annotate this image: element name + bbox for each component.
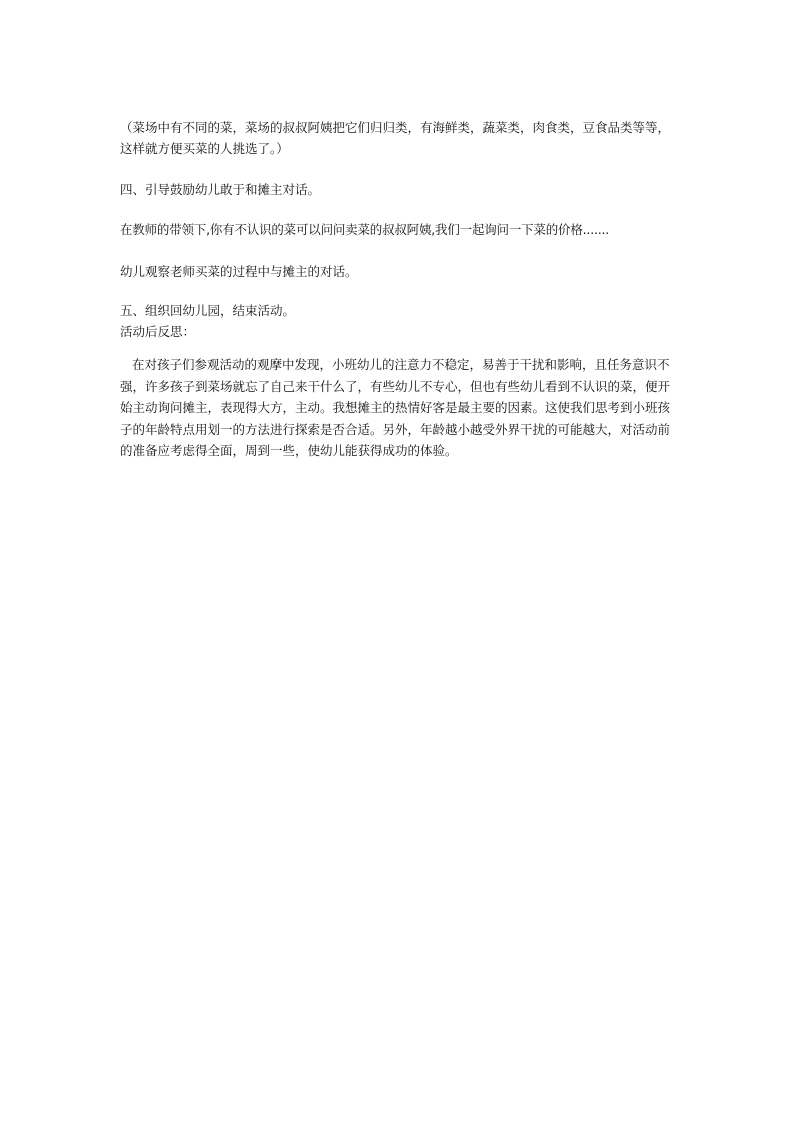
intro-paragraph: （菜场中有不同的菜，菜场的叔叔阿姨把它们归归类，有海鲜类，蔬菜类，肉食类，豆食品类等等，这样就方便买菜的人挑选了。）: [120, 120, 671, 156]
section-5-heading: 五、组织回幼儿园，结束活动。: [120, 303, 296, 318]
reflection-title: 活动后反思：: [120, 324, 196, 339]
document-body: [120, 117, 680, 462]
reflection-paragraph: 在对孩子们参观活动的观摩中发现，小班幼儿的注意力不稳定，易善于干扰和影响，且任务意识不强，许多孩子到菜场就忘了自己来干什么了，有些幼儿不专心，但也有些幼儿看到不认识的菜，便开始主动询问摊主，表现得大方，主动。我想摊主的热情好客是最主要的因素。这使我们思考到小班孩子的年龄特点用划一的方法进行探索是否合适。另外，年龄越小越受外界干扰的可能越大，对活动前的准备应考虑得全面，周到一些，使幼儿能获得成功的体验。: [120, 357, 671, 458]
teacher-guidance-paragraph: 在教师的带领下,你有不认识的菜可以问问卖菜的叔叔阿姨,我们一起询问一下菜的价格.......: [120, 222, 610, 237]
observe-paragraph: 幼儿观察老师买菜的过程中与摊主的对话。: [120, 264, 358, 279]
section-4-heading: 四、引导鼓励幼儿敢于和摊主对话。: [120, 182, 321, 197]
